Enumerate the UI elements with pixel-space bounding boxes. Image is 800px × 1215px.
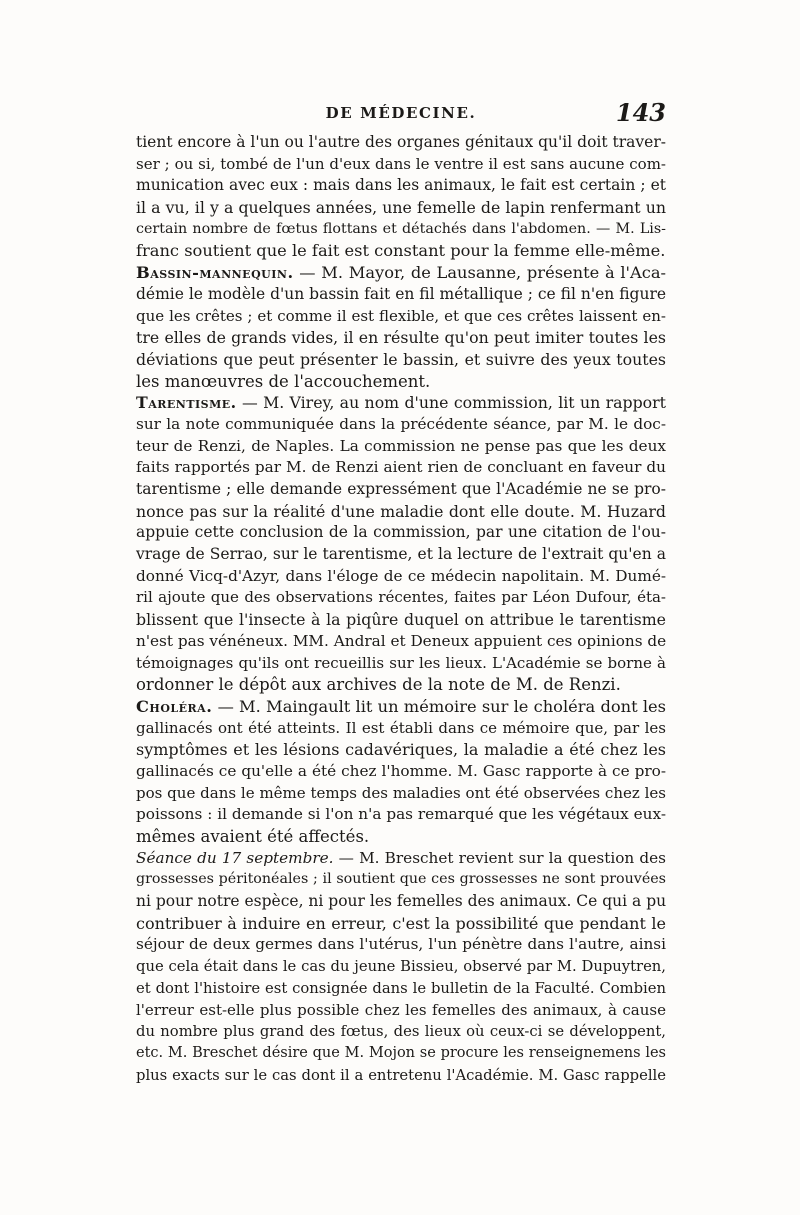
text-line [136,848,666,870]
line-text: symptômes et les lésions cadavériques, la maladie a été chez les [136,740,666,760]
text-line [136,175,666,197]
line-text: déviations que peut présenter le bassin, et suivre des yeux toutes [136,349,666,369]
line-text: teur de Renzi, de Naples. La commission ne pense pas que les deux [136,436,666,455]
text-line [136,284,666,306]
line-text: contribuer à induire en erreur, c'est la possibilité que pendant le [136,913,666,933]
line-text: — M. Breschet revient sur la question des [333,848,666,867]
section-heading: Choléra. [136,696,213,716]
line-text: pos que dans le même temps des maladies ont été observées chez les [136,783,666,802]
text-line [136,1043,666,1065]
text-line [136,349,666,371]
line-text: témoignages qu'ils ont recueillis sur les lieux. L'Académie se borne à [136,653,666,672]
text-line [136,956,666,978]
line-text: vrage de Serrao, sur le tarentisme, et la lecture de l'extrait qu'en a [136,545,666,564]
page-header [136,98,666,132]
text-line [136,934,666,956]
line-text: l'erreur est-elle plus possible chez les femelles des animaux, à cause [136,1000,666,1019]
section-heading: Tarentisme. [136,393,237,413]
text-line [136,262,666,284]
line-text: donné Vicq-d'Azyr, dans l'éloge de ce médecin napolitain. M. Dumé- [136,566,666,585]
text-line [136,653,666,675]
running-head: DE MÉDECINE. [325,104,477,122]
text-line [136,240,666,262]
line-text: mêmes avaient été affectés. [136,827,370,846]
text-line [136,544,666,566]
body-text [136,132,666,1086]
line-text: tre elles de grands vides, il en résulte qu'on peut imiter toutes les [136,328,666,348]
text-line [136,479,666,501]
line-text: et dont l'histoire est consignée dans le bulletin de la Faculté. Combien [136,979,666,997]
line-text: il a vu, il y a quelques années, une femelle de lapin renfermant un [136,198,666,218]
text-line [136,696,666,718]
session-date: Séance du 17 septembre. [136,848,334,867]
text-line [136,826,666,848]
line-text: gallinacés ont été atteints. Il est établi dans ce mémoire que, par les [136,718,666,737]
line-text: que les crêtes ; et comme il est flexible, et que ces crêtes laissent en- [136,306,666,325]
line-text: les manœuvres de l'accouchement. [136,371,431,391]
text-line [136,587,666,609]
line-text: n'est pas vénéneux. MM. Andral et Deneux appuient ces opinions de [136,631,667,650]
text-line [136,132,666,154]
line-text: ril ajoute que des observations récentes, faites par Léon Dufour, éta- [136,588,666,607]
text-line [136,718,666,740]
line-text: etc. M. Breschet désire que M. Mojon se procure les renseignemens les [136,1044,666,1061]
text-line [136,457,666,479]
text-line [136,609,666,631]
text-line [136,436,666,458]
text-line [136,739,666,761]
text-line [136,392,666,414]
line-text: sur la note communiquée dans la précédente séance, par M. le doc- [136,414,666,433]
line-text: poissons : il demande si l'on n'a pas remarqué que les végétaux eux- [136,805,666,824]
text-line [136,804,666,826]
line-text: du nombre plus grand des fœtus, des lieux où ceux-ci se développent, [136,1023,666,1041]
text-line [136,414,666,436]
text-line [136,371,666,393]
line-text: séjour de deux germes dans l'utérus, l'un pénètre dans l'autre, ainsi [136,935,666,954]
line-text: ni pour notre espèce, ni pour les femelles des animaux. Ce qui a pu [136,892,667,911]
text-line [136,891,666,913]
text-line [136,219,666,241]
line-text: ser ; ou si, tombé de l'un d'eux dans le ventre il est sans aucune com- [136,154,666,173]
line-text: gallinacés ce qu'elle a été chez l'homme. M. Gasc rapporte à ce pro- [136,761,666,780]
text-line [136,501,666,523]
line-text: — M. Mayor, de Lausanne, présente à l'Aca- [293,263,666,283]
line-text: blissent que l'insecte à la piqûre duquel on attribue le tarentisme [136,610,666,630]
text-line [136,869,666,891]
text-line [136,1065,666,1087]
text-line [136,913,666,935]
page-number: 143 [615,98,666,127]
line-text: tarentisme ; elle demande expressément que l'Académie ne se pro- [136,480,666,498]
line-text: franc soutient que le fait est constant pour la femme elle-même. [136,241,666,261]
text-line [136,1021,666,1043]
text-line [136,306,666,328]
line-text: grossesses péritonéales ; il soutient que ces grossesses ne sont prouvées [136,871,666,888]
line-text: plus exacts sur le cas dont il a entretenu l'Académie. M. Gasc rappelle [136,1066,666,1084]
text-line [136,783,666,805]
text-line [136,978,666,1000]
section-heading: Bassin-mannequin. [136,263,294,283]
line-text: tient encore à l'un ou l'autre des organes génitaux qu'il doit traver- [136,133,666,151]
text-line [136,566,666,588]
line-text: ordonner le dépôt aux archives de la note de M. de Renzi. [136,675,621,695]
line-text: munication avec eux : mais dans les animaux, le fait est certain ; et [136,176,666,195]
line-text: certain nombre de fœtus flottans et détachés dans l'abdomen. — M. Lis- [136,220,666,237]
line-text: nonce pas sur la réalité d'une maladie dont elle doute. M. Huzard [136,501,666,521]
line-text: — M. Virey, au nom d'une commission, lit un rapport [236,393,666,413]
text-line [136,631,666,653]
text-line [136,1000,666,1022]
text-line [136,327,666,349]
line-text: — M. Maingault lit un mémoire sur le choléra dont les [212,696,666,716]
line-text: faits rapportés par M. de Renzi aient rien de concluant en faveur du [136,458,666,477]
text-line [136,197,666,219]
line-text: appuie cette conclusion de la commission, par une citation de l'ou- [136,523,666,542]
line-text: que cela était dans le cas du jeune Bissieu, observé par M. Dupuytren, [136,958,666,976]
text-line [136,522,666,544]
text-line [136,154,666,176]
text-line [136,674,666,696]
text-line [136,761,666,783]
line-text: démie le modèle d'un bassin fait en fil métallique ; ce fil n'en figure [136,284,667,303]
